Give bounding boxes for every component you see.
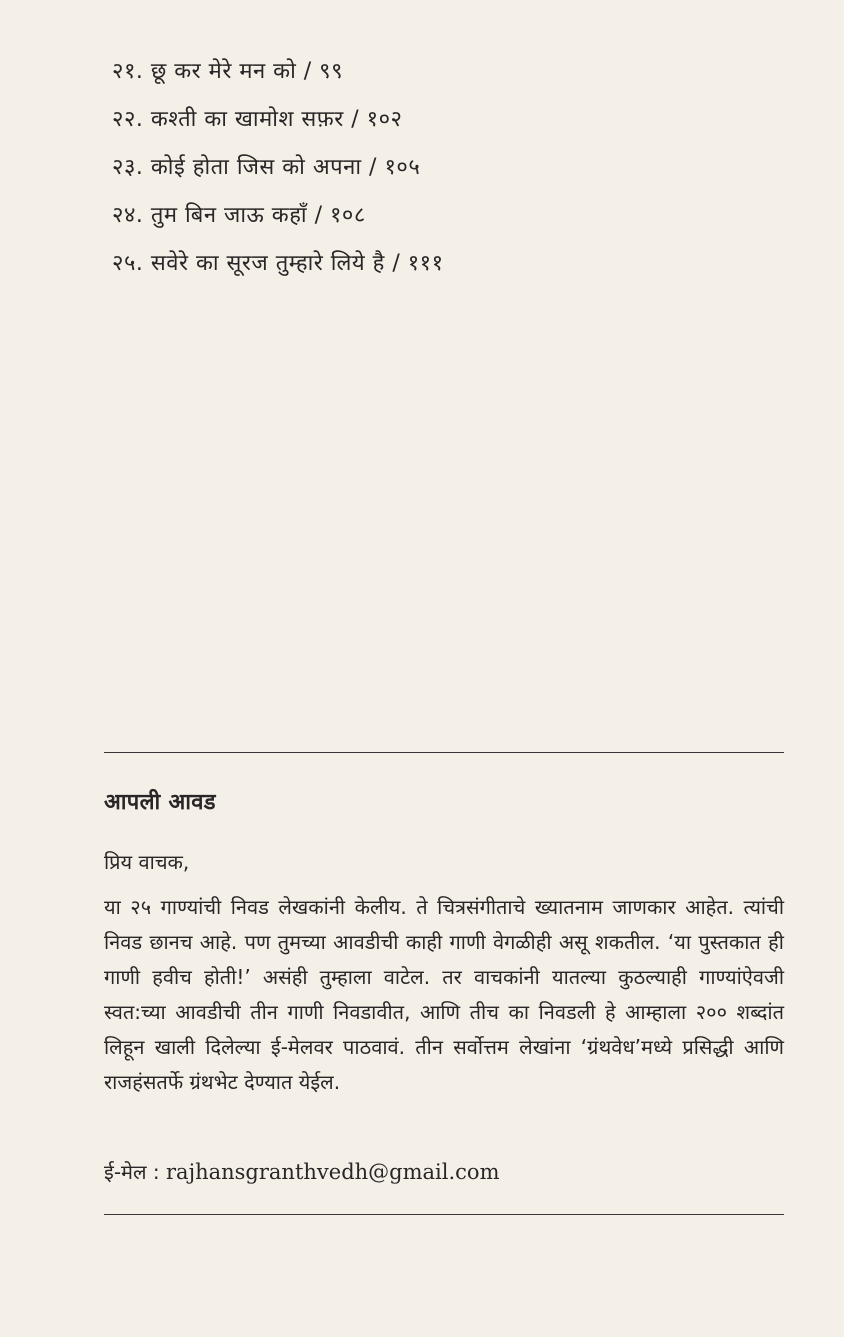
toc-entry: २४. तुम बिन जाऊ कहाँ / १०८ (112, 203, 366, 228)
toc-entry: २२. कश्ती का खामोश सफ़र / १०२ (112, 107, 403, 132)
email-line (104, 1158, 499, 1185)
email-label: ई-मेल : (104, 1160, 160, 1184)
body-paragraph: या २५ गाण्यांची निवड लेखकांनी केलीय. ते चित्रसंगीताचे ख्यातनाम जाणकार आहेत. त्यांची निवड छानच आहे. पण तुमच्या आवडीची काही गाणी वेगळीही असू शकतील. ‘या पुस्तकात ही गाणी हवीच होती!’ असंही तुम्हाला वाटेल. तर वाचकांनी यातल्या कुठल्याही गाण्यांऐवजी स्वत:च्या आवडीची तीन गाणी निवडावीत, आणि तीच का निवडली हे आम्हाला २०० शब्दांत लिहून खाली दिलेल्या ई-मेलवर पाठवावं. तीन सर्वोत्तम लेखांना ‘ग्रंथवेध’मध्ये प्रसिद्धी आणि राजहंसतर्फे ग्रंथभेट देण्यात येईल. (104, 895, 784, 1094)
divider-bottom (104, 1214, 784, 1215)
email-address[interactable]: rajhansgranthvedh@gmail.com (166, 1160, 500, 1184)
divider-top (104, 752, 784, 753)
toc-entry: २३. कोई होता जिस को अपना / १०५ (112, 155, 421, 180)
toc-entry: २५. सवेरे का सूरज तुम्हारे लिये है / १११ (112, 251, 444, 276)
section-title: आपली आवड (104, 790, 216, 815)
toc-entry: २१. छू कर मेरे मन को / ९९ (112, 59, 344, 84)
table-of-contents (112, 52, 792, 292)
greeting: प्रिय वाचक, (104, 850, 190, 874)
